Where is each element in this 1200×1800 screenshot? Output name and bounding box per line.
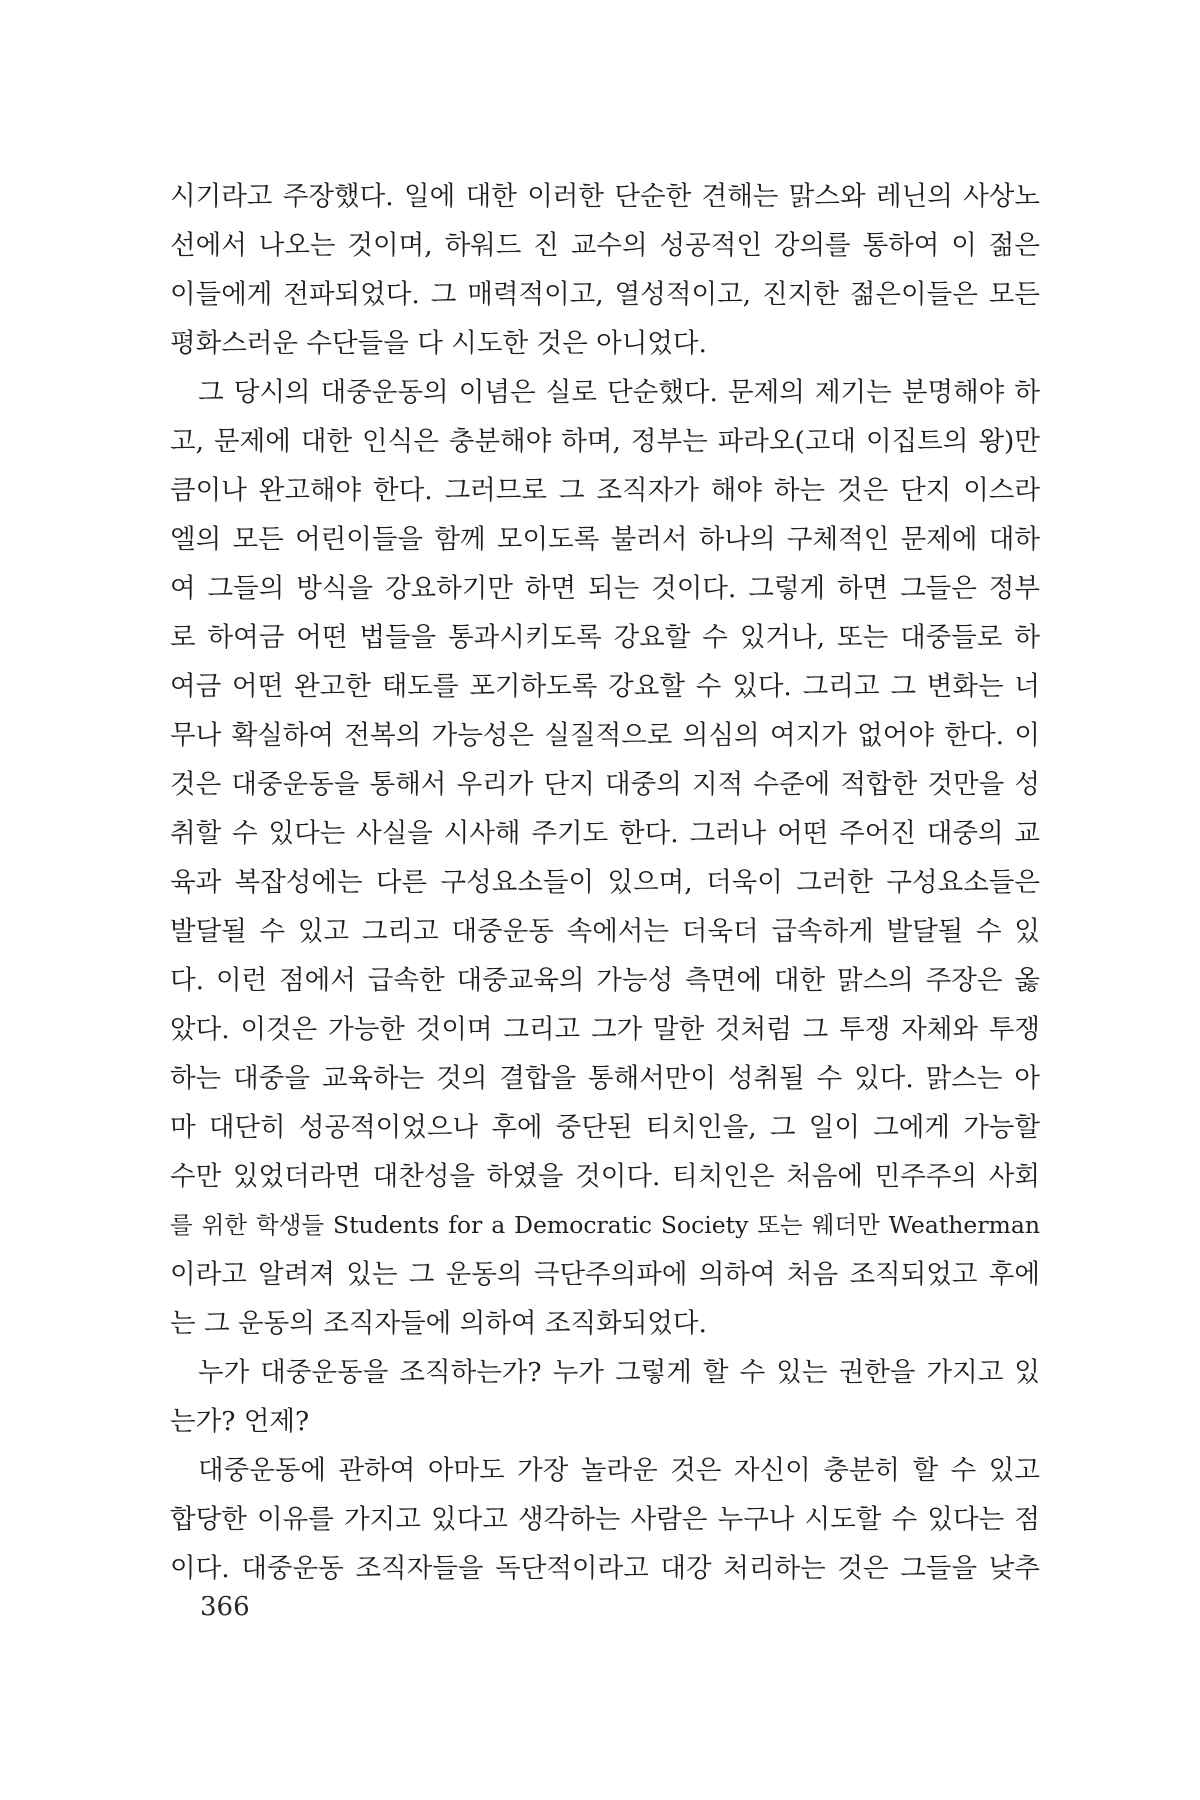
text-line: 대중운동에 관하여 아마도 가장 놀라운 것은 자신이 충분히 할 수 있고 — [198, 1455, 1040, 1486]
text-line: 마 대단히 성공적이었으나 후에 중단된 티치인을, 그 일이 그에게 가능할 — [170, 1112, 1040, 1143]
text-line: 무나 확실하여 전복의 가능성은 실질적으로 의심의 여지가 없어야 한다. 이 — [170, 720, 1040, 751]
text-line: 여금 어떤 완고한 태도를 포기하도록 강요할 수 있다. 그리고 그 변화는 너 — [170, 671, 1040, 702]
text-line: 그 당시의 대중운동의 이념은 실로 단순했다. 문제의 제기는 분명해야 하 — [198, 377, 1040, 408]
text-line: 았다. 이것은 가능한 것이며 그리고 그가 말한 것처럼 그 투쟁 자체와 투쟁 — [170, 1014, 1040, 1045]
text-line: 시기라고 주장했다. 일에 대한 이러한 단순한 견해는 맑스와 레닌의 사상노 — [170, 181, 1040, 212]
page-number: 366 — [200, 1592, 250, 1622]
text-line: 여 그들의 방식을 강요하기만 하면 되는 것이다. 그렇게 하면 그들은 정부 — [170, 573, 1040, 604]
text-line: 고, 문제에 대한 인식은 충분해야 하며, 정부는 파라오(고대 이집트의 왕)만 — [170, 426, 1040, 457]
text-line: 는가? 언제? — [170, 1406, 310, 1437]
text-line: 를 위한 학생들 Students for a Democratic Society 또는 웨더만 Weatherman — [170, 1211, 1040, 1239]
text-line: 이들에게 전파되었다. 그 매력적이고, 열성적이고, 진지한 젊은이들은 모든 — [170, 279, 1040, 310]
text-line: 수만 있었더라면 대찬성을 하였을 것이다. 티치인은 처음에 민주주의 사회 — [170, 1161, 1040, 1192]
text-line: 엘의 모든 어린이들을 함께 모이도록 불러서 하나의 구체적인 문제에 대하 — [170, 524, 1040, 555]
text-line: 큼이나 완고해야 한다. 그러므로 그 조직자가 해야 하는 것은 단지 이스라 — [170, 475, 1040, 506]
text-line: 육과 복잡성에는 다른 구성요소들이 있으며, 더욱이 그러한 구성요소들은 — [170, 867, 1040, 898]
text-line: 합당한 이유를 가지고 있다고 생각하는 사람은 누구나 시도할 수 있다는 점 — [170, 1504, 1040, 1535]
text-line: 누가 대중운동을 조직하는가? 누가 그렇게 할 수 있는 권한을 가지고 있 — [198, 1357, 1040, 1388]
body-text — [170, 172, 1040, 1593]
text-line: 이다. 대중운동 조직자들을 독단적이라고 대강 처리하는 것은 그들을 낮추 — [170, 1553, 1040, 1584]
text-line: 취할 수 있다는 사실을 시사해 주기도 한다. 그러나 어떤 주어진 대중의 교 — [170, 818, 1040, 849]
text-line: 선에서 나오는 것이며, 하워드 진 교수의 성공적인 강의를 통하여 이 젊은 — [170, 230, 1040, 261]
text-line: 하는 대중을 교육하는 것의 결합을 통해서만이 성취될 수 있다. 맑스는 아 — [170, 1063, 1040, 1094]
text-line: 것은 대중운동을 통해서 우리가 단지 대중의 지적 수준에 적합한 것만을 성 — [170, 769, 1040, 800]
text-line: 는 그 운동의 조직자들에 의하여 조직화되었다. — [170, 1308, 707, 1339]
text-line: 다. 이런 점에서 급속한 대중교육의 가능성 측면에 대한 맑스의 주장은 옳 — [170, 965, 1040, 996]
text-line: 이라고 알려져 있는 그 운동의 극단주의파에 의하여 처음 조직되었고 후에 — [170, 1259, 1040, 1290]
text-line: 발달될 수 있고 그리고 대중운동 속에서는 더욱더 급속하게 발달될 수 있 — [170, 916, 1040, 947]
text-line: 평화스러운 수단들을 다 시도한 것은 아니었다. — [170, 328, 707, 359]
text-line: 로 하여금 어떤 법들을 통과시키도록 강요할 수 있거나, 또는 대중들로 하 — [170, 622, 1040, 653]
